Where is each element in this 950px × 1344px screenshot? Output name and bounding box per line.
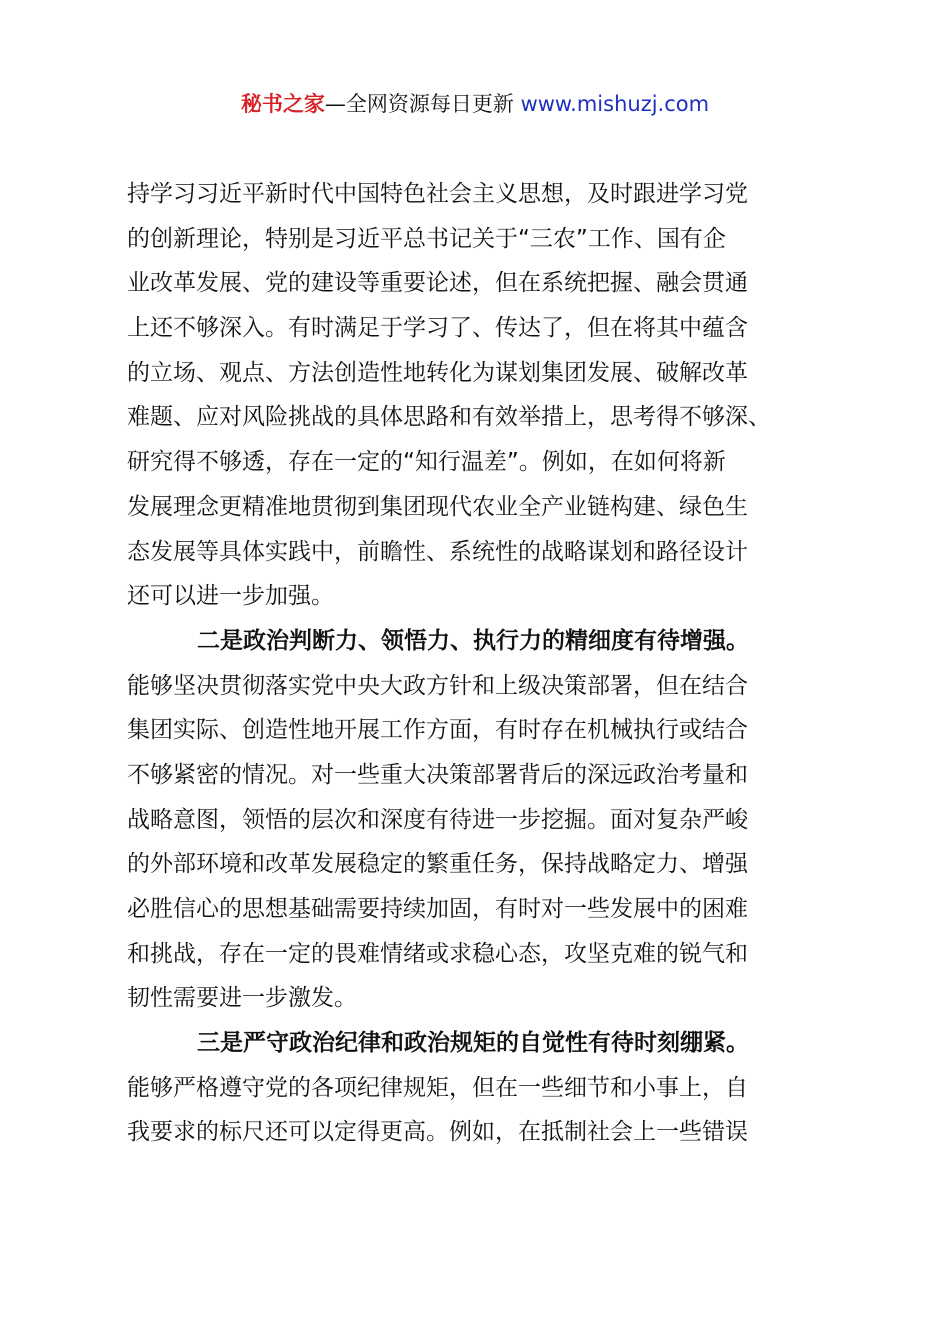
body-line: 能够严格遵守党的各项纪律规矩，但在一些细节和小事上，自 — [127, 1074, 748, 1101]
body-line: 能够坚决贯彻落实党中央大政方针和上级决策部署，但在结合 — [127, 672, 748, 699]
section-heading: 三是严守政治纪律和政治规矩的自觉性有待时刻绷紧。 — [197, 1030, 749, 1057]
body-line: 的外部环境和改革发展稳定的繁重任务，保持战略定力、增强 — [127, 851, 748, 878]
brand-name: 秘书之家 — [240, 92, 325, 116]
document-body — [127, 172, 839, 1155]
section-heading: 二是政治判断力、领悟力、执行力的精细度有待增强。 — [197, 627, 749, 654]
body-line: 不够紧密的情况。对一些重大决策部署背后的深远政治考量和 — [127, 761, 748, 788]
site-url[interactable]: www.mishuzj.com — [520, 92, 710, 116]
body-line: 业改革发展、党的建设等重要论述，但在系统把握、融会贯通 — [127, 270, 748, 297]
header-tagline: —全网资源每日更新 — [324, 92, 514, 116]
page-header — [0, 86, 950, 122]
body-line: 持学习习近平新时代中国特色社会主义思想，及时跟进学习党 — [127, 181, 748, 207]
body-line: 战略意图，领悟的层次和深度有待进一步挖掘。面对复杂严峻 — [127, 806, 748, 833]
body-line: 必胜信心的思想基础需要持续加固，有时对一些发展中的困难 — [127, 896, 748, 922]
body-line: 上还不够深入。有时满足于学习了、传达了，但在将其中蕴含 — [127, 315, 748, 342]
body-line: 我要求的标尺还可以定得更高。例如，在抵制社会上一些错误 — [127, 1119, 748, 1146]
body-line: 和挑战，存在一定的畏难情绪或求稳心态，攻坚克难的锐气和 — [127, 940, 748, 967]
body-line: 的立场、观点、方法创造性地转化为谋划集团发展、破解改革 — [127, 359, 748, 386]
body-line: 研究得不够透，存在一定的“知行温差”。例如，在如何将新 — [127, 449, 726, 476]
body-line: 的创新理论，特别是习近平总书记关于“三农”工作、国有企 — [127, 225, 726, 252]
body-line: 还可以进一步加强。 — [127, 583, 334, 610]
body-line: 韧性需要进一步激发。 — [127, 985, 357, 1012]
body-line: 态发展等具体实践中，前瞻性、系统性的战略谋划和路径设计 — [127, 538, 748, 565]
body-line: 集团实际、创造性地开展工作方面，有时存在机械执行或结合 — [127, 717, 748, 744]
body-line: 发展理念更精准地贯彻到集团现代农业全产业链构建、绿色生 — [127, 493, 748, 520]
body-line: 难题、应对风险挑战的具体思路和有效举措上，思考得不够深、 — [127, 404, 771, 431]
